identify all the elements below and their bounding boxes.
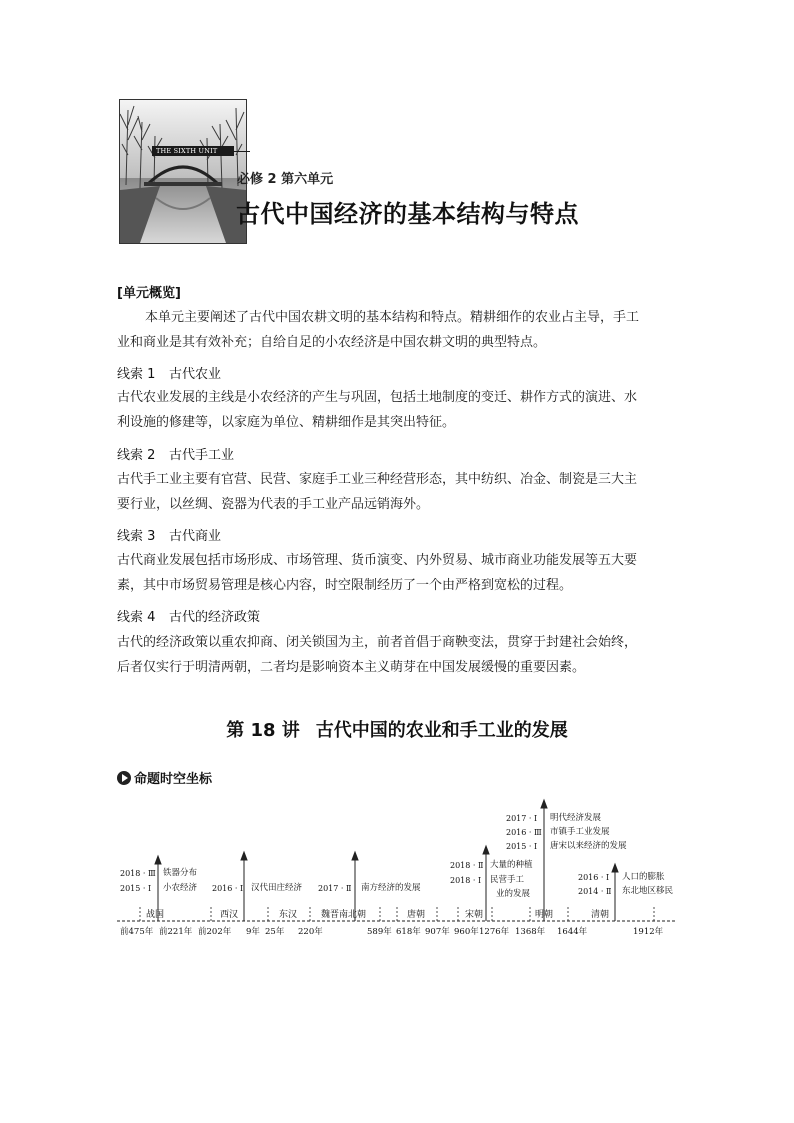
exam-ref: 2018 · Ⅱ: [450, 861, 484, 870]
year-label: 25年: [265, 927, 285, 937]
event-label: 业的发展: [496, 889, 531, 899]
event-label: 小农经济: [163, 883, 198, 893]
exam-ref: 2016 · Ⅰ: [212, 884, 244, 893]
exam-ref: 2017 · Ⅰ: [506, 814, 538, 823]
event-label: 东北地区移民: [622, 886, 674, 896]
era-label: 唐朝: [407, 910, 426, 920]
event-label: 唐宋以来经济的发展: [550, 841, 627, 851]
year-label: 1912年: [633, 927, 664, 937]
clue-3-text: 古代商业发展包括市场形成、市场管理、货币演变、内外贸易、城市商业功能发展等五大要 素，其中市场贸易管理是核心内容，时空限制经历了一个由严格到宽松的过程。: [117, 553, 638, 593]
exam-ref: 2014 · Ⅱ: [578, 887, 612, 896]
exam-ref: 2017 · Ⅱ: [318, 884, 352, 893]
unit-caption-banner: THE SIXTH UNIT: [152, 146, 234, 156]
exam-ref: 2015 · Ⅰ: [120, 884, 152, 893]
era-label: 明朝: [535, 910, 554, 920]
event-label: 铁器分布: [163, 868, 198, 878]
overview-line-1: 本单元主要阐述了古代中国农耕文明的基本结构和特点。精耕细作的农业占主导，手工: [145, 310, 640, 325]
year-label: 前221年: [159, 927, 193, 937]
year-label: 前475年: [120, 927, 154, 937]
overview-line-2: 业和商业是其有效补充；自给自足的小农经济是中国农耕文明的典型特点。: [117, 335, 547, 350]
year-label: 1644年: [557, 927, 588, 937]
year-label: 907年: [425, 927, 450, 937]
overview-label: [单元概览]: [117, 286, 181, 301]
era-label: 清朝: [591, 910, 610, 920]
year-label: 9年: [246, 927, 260, 937]
era-label: 宋朝: [465, 910, 484, 920]
exam-ref: 2016 · Ⅰ: [578, 873, 610, 882]
clue-2-heading: 线索 2 古代手工业: [117, 448, 235, 463]
exam-ref: 2018 · Ⅲ: [120, 869, 156, 878]
year-label: 1276年: [479, 927, 510, 937]
timeline-heading: 命题时空坐标: [117, 768, 212, 787]
lecture-title: 第 18 讲 古代中国的农业和手工业的发展: [226, 720, 568, 741]
clue-4-heading: 线索 4 古代的经济政策: [117, 610, 261, 625]
unit-subtitle: 必修 2 第六单元: [237, 172, 334, 187]
event-label: 大量的种植: [490, 860, 533, 870]
year-label: 960年: [454, 927, 479, 937]
clue-1-text: 古代农业发展的主线是小农经济的产生与巩固，包括土地制度的变迁、耕作方式的演进、水 利设施的修建等，以家庭为单位、精耕细作是其突出特征。: [117, 390, 638, 430]
event-label: 人口的膨胀: [622, 872, 665, 882]
era-label: 魏晋南北朝: [321, 910, 367, 920]
era-label: 战国: [146, 910, 165, 920]
exam-ref: 2018 · Ⅰ: [450, 876, 482, 885]
era-label: 东汉: [279, 910, 298, 920]
clue-4-text: 古代的经济政策以重农抑商、闭关锁国为主，前者首倡于商鞅变法，贯穿于封建社会始终， 后者仅实行于明清两朝，二者均是影响资本主义萌芽在中国发展缓慢的重要因素。: [117, 635, 638, 675]
year-label: 589年: [367, 927, 392, 937]
exam-ref: 2016 · Ⅲ: [506, 828, 542, 837]
year-label: 前202年: [198, 927, 232, 937]
event-label: 南方经济的发展: [361, 883, 421, 893]
clue-2-text: 古代手工业主要有官营、民营、家庭手工业三种经营形态，其中纺织、冶金、制瓷是三大主 要行业，以丝绸、瓷器为代表的手工业产品远销海外。: [117, 472, 638, 512]
unit-title: 古代中国经济的基本结构与特点: [236, 200, 579, 228]
clue-1-heading: 线索 1 古代农业: [117, 367, 222, 382]
exam-ref: 2015 · Ⅰ: [506, 842, 538, 851]
year-label: 1368年: [515, 927, 546, 937]
event-label: 市镇手工业发展: [550, 827, 610, 837]
event-label: 民营手工: [490, 875, 525, 885]
event-label: 汉代田庄经济: [251, 883, 303, 893]
year-label: 618年: [396, 927, 421, 937]
event-label: 明代经济发展: [550, 813, 602, 823]
era-label: 西汉: [220, 910, 239, 920]
clue-3-heading: 线索 3 古代商业: [117, 529, 222, 544]
year-label: 220年: [298, 927, 323, 937]
